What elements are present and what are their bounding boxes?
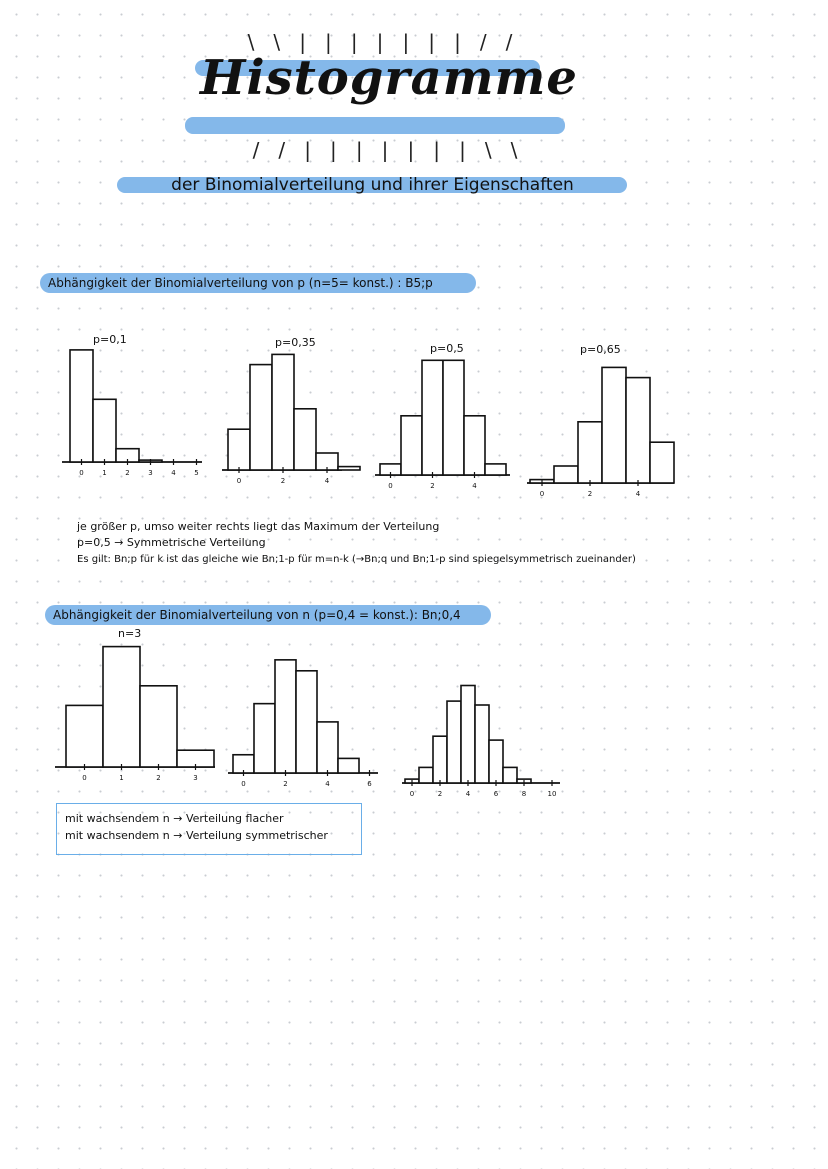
histogram-5-tick-label-2: 2	[156, 774, 161, 782]
histogram-7-bar-7	[503, 767, 517, 783]
histogram-2-tick-label-2: 2	[280, 477, 286, 485]
note-mirror: Es gilt: Bn;p für k ist das gleiche wie Bn;1-p für m=n-k (→Bn;q und Bn;1-p sind spiegelsymmetrisch zueinander)	[77, 554, 636, 565]
histogram-5	[55, 647, 215, 782]
chart3-label: p=0,5	[430, 342, 464, 355]
histogram-3-tick-label-0: 0	[388, 482, 393, 490]
histogram-7-bar-3	[447, 701, 461, 783]
histogram-7-tick-label-8: 8	[521, 790, 527, 798]
histogram-7	[402, 686, 560, 799]
histogram-4-bar-2	[578, 422, 602, 483]
histogram-2-bar-0	[228, 429, 250, 470]
histogram-6-bar-3	[296, 671, 317, 773]
histogram-6-bar-2	[275, 660, 296, 773]
histogram-5-bar-1	[103, 647, 140, 767]
histogram-4-bar-3	[602, 367, 626, 483]
histogram-2	[222, 354, 360, 485]
histogram-7-bar-6	[489, 740, 503, 783]
histogram-7-tick-label-10: 10	[547, 790, 557, 798]
histogram-5-tick-label-1: 1	[119, 774, 124, 782]
page-subtitle: der Binomialverteilung und ihrer Eigenschaften	[171, 175, 574, 195]
histogram-7-bar-1	[419, 767, 433, 783]
histogram-5-bar-2	[140, 686, 177, 767]
histogram-1-tick-label-4: 4	[171, 469, 176, 477]
histogram-3-bar-2	[422, 360, 443, 475]
conclusion-line-symmetric: mit wachsendem n → Verteilung symmetrischer	[65, 829, 328, 842]
histogram-6	[228, 660, 378, 788]
section2-heading: Abhängigkeit der Binomialverteilung von n (p=0,4 = konst.): Bn;0,4	[45, 605, 491, 625]
histogram-1-tick-label-0: 0	[79, 469, 84, 477]
chart2-label: p=0,35	[275, 336, 316, 349]
title-rays-top: \ \ | | | | | | | / /	[247, 30, 513, 54]
histogram-6-bar-1	[254, 704, 275, 773]
histogram-1-bar-0	[70, 350, 93, 462]
histogram-1	[62, 350, 202, 477]
histogram-7-tick-label-0: 0	[409, 790, 415, 798]
histogram-6-bar-4	[317, 722, 338, 773]
histogram-7-bar-4	[461, 686, 475, 784]
histogram-1-tick-label-5: 5	[194, 469, 199, 477]
histogram-7-tick-label-6: 6	[493, 790, 499, 798]
histogram-7-tick-label-2: 2	[437, 790, 443, 798]
histogram-1-tick-label-1: 1	[102, 469, 107, 477]
histogram-3-bar-4	[464, 416, 485, 475]
histogram-4	[527, 367, 674, 498]
histogram-4-bar-4	[626, 378, 650, 483]
histogram-2-bar-1	[250, 365, 272, 470]
histogram-3-bar-1	[401, 416, 422, 475]
note-symmetric: p=0,5 → Symmetrische Verteilung	[77, 536, 266, 549]
histogram-4-bar-1	[554, 466, 578, 483]
histogram-2-bar-3	[294, 409, 316, 470]
histogram-1-tick-label-2: 2	[125, 469, 130, 477]
histogram-3-tick-label-2: 2	[430, 482, 435, 490]
histogram-6-bar-5	[338, 758, 359, 773]
histogram-4-bar-5	[650, 442, 674, 483]
histogram-6-tick-label-2: 2	[283, 780, 288, 788]
histogram-3-bar-5	[485, 464, 506, 475]
chart5-label: n=3	[118, 627, 142, 640]
histogram-1-tick-label-3: 3	[148, 469, 153, 477]
histogram-2-bar-5	[338, 467, 360, 470]
histogram-7-bar-5	[475, 705, 489, 783]
histogram-2-tick-label-0: 0	[236, 477, 242, 485]
histogram-4-tick-label-4: 4	[635, 490, 641, 498]
section1-heading: Abhängigkeit der Binomialverteilung von p (n=5= konst.) : B5;p	[40, 273, 476, 293]
histogram-5-bar-0	[66, 705, 103, 767]
histogram-2-bar-2	[272, 354, 294, 470]
histogram-4-tick-label-2: 2	[587, 490, 593, 498]
page-title: Histogramme	[200, 50, 578, 106]
conclusion-line-flatter: mit wachsendem n → Verteilung flacher	[65, 812, 284, 825]
histogram-5-tick-label-3: 3	[193, 774, 198, 782]
histogram-1-bar-1	[93, 399, 116, 462]
chart4-label: p=0,65	[580, 343, 621, 356]
chart1-label: p=0,1	[93, 333, 127, 346]
histogram-7-bar-2	[433, 736, 447, 783]
histogram-6-tick-label-0: 0	[241, 780, 246, 788]
histogram-2-tick-label-4: 4	[324, 477, 330, 485]
histogram-6-tick-label-6: 6	[367, 780, 372, 788]
histogram-3	[375, 360, 510, 490]
histogram-6-tick-label-4: 4	[325, 780, 330, 788]
histogram-3-tick-label-4: 4	[472, 482, 477, 490]
histogram-3-bar-3	[443, 360, 464, 475]
note-maximum: je größer p, umso weiter rechts liegt das Maximum der Verteilung	[77, 520, 440, 533]
title-rays-bottom: / / | | | | | | | \ \	[252, 138, 518, 162]
histogram-7-tick-label-4: 4	[465, 790, 471, 798]
histogram-4-tick-label-0: 0	[539, 490, 545, 498]
histogram-5-tick-label-0: 0	[82, 774, 87, 782]
